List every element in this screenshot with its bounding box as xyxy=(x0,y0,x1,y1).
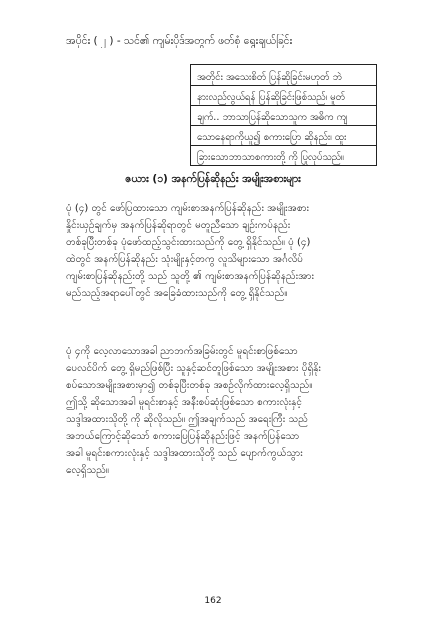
paragraph-line: စပ်သောအမျိုးအစားမှာ၍ တစ်ခုပြီးတစ်ခု အစဉ်လိုက်ထားလေ့ရှိသည်။ xyxy=(66,380,313,391)
paragraph-2 xyxy=(66,343,370,479)
table-caption: ဇယား (၁) အနက်ပြန်ဆိုနည်း အမျိုးအစားများ xyxy=(125,173,301,185)
table-cell-text xyxy=(197,68,372,168)
paragraph-line: အဘယ်ကြောင့်ဆိုသော် စကားပြေပြန်ဆိုနည်းဖြင့် အနက်ပြန်သော xyxy=(66,431,300,442)
table-cell-line: အတိုင်း အသေးစိတ် ပြန်ဆိုခြင်းမဟုတ် ဘဲ xyxy=(197,72,342,83)
paragraph-line: လေ့ရှိသည်။ xyxy=(66,465,109,476)
paragraph-1 xyxy=(66,200,370,302)
paragraph-line: ဤသို့ ဆိုသောအခါ မူရင်းစာနှင့် အနီးစပ်ဆုံးဖြစ်သော စကားလုံးနှင့် xyxy=(66,397,302,408)
translation-type-table-cell xyxy=(190,64,377,166)
paragraph-line: သဒ္ဒါအထားသိုတို့ ကို ဆိုလိုသည်။ ဤအချက်သည် အရေးကြီး သည် xyxy=(66,414,308,425)
section-heading: အပိုင်း ( ၂ ) - သင်၏ ကျမ်းပိုဒ်အတွက် ဖတ်စုံ ရွေးချယ်ခြင်း xyxy=(66,35,293,47)
paragraph-line: နှိုင်းယှဉ်ချက်မှ အနက်ပြန်ဆိုရာတွင် မတူညီသော ချဉ်းကပ်နည်း xyxy=(66,220,291,231)
paragraph-line: ကျမ်းစာပြန်ဆိုနည်းတို့ သည် သူတို့ ၏ ကျမ်းစာအနက်ပြန်ဆိုနည်းအား xyxy=(66,271,314,282)
paragraph-line: အခါ မူရင်းစကားလုံးနှင့် သဒ္ဒါအထားသိုတို့ သည် ပျောက်ကွယ်သွား xyxy=(66,448,303,459)
table-cell-line: ချက်.. ဘာသာပြန်ဆိုသောသူက အဓိက ကျ xyxy=(197,112,348,123)
paragraph-line: ထဲတွင် အနက်ပြန်ဆိုနည်း သုံးမျိုးနှင့်တကွ လူသိများသော အင်္ဂလိပ် xyxy=(66,254,303,265)
table-cell-line: နားလည်လွယ်ရန် ပြန်ဆိုခြင်းဖြစ်သည်၊ မူတ် xyxy=(197,92,345,103)
paragraph-line: မည်သည့်အရာပေါ်တွင် အခြေခံထားသည်ကို တွေ့ ရှိနိုင်သည်။ xyxy=(66,288,288,299)
table-cell-line: ခြားသောဘာသာစကားတို့ ကို ပြုလုပ်သည်။ xyxy=(197,152,344,163)
paragraph-line: ပုံ (၄) တွင် ဖော်ပြထားသော ကျမ်းစာအနက်ပြန်ဆိုနည်း အမျိုးအစား xyxy=(66,203,310,214)
paragraph-line: ပုံ ၄ကို လေ့လာသောအခါ ညာဘက်အခြမ်းတွင် မူရင်းစာဖြစ်သော xyxy=(66,346,298,357)
paragraph-line: တစ်ခုပြီးတစ်ခု ပုံဖော်ထည့်သွင်းထားသည်ကို တွေ့ ရှိနိုင်သည်။ ပုံ (၄) xyxy=(66,237,311,248)
paragraph-line: ပေလင်ပိက် တွေ့ ရှိမည်ဖြစ်ပြီး သူနှင့်ဆင်တူဖြစ်သော အမျိုးအစား ပိုရှိနိုး xyxy=(66,363,321,374)
page-number: 162 xyxy=(204,596,222,606)
table-cell-line: သောနေရာကိုယူ၍ စကားပြော ဆိုနည်း၊ ထူး xyxy=(197,132,347,143)
